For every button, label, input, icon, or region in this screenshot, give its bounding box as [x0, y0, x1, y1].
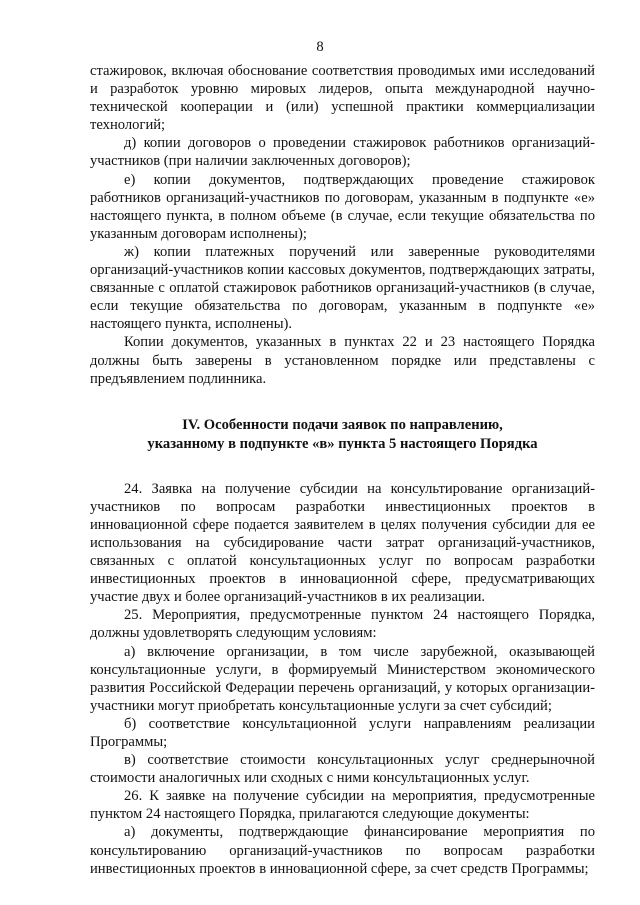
paragraph-item-zh: ж) копии платежных поручений или заверенные руководителями организаций-участников копии кассовых документов, подтверждающих затраты, связанные с оплатой стажировок работников организаций-участников (в случае, если текущие обязательства по договорам, указанным в подпункте «е» настоящего пункта, исполнены). [90, 243, 595, 333]
page-number: 8 [316, 39, 324, 55]
paragraph-item-d: д) копии договоров о проведении стажировок работников организаций-участников (при наличии заключенных договоров); [90, 135, 595, 170]
document-body [90, 62, 595, 878]
paragraph-26: 26. К заявке на получение субсидии на мероприятия, предусмотренные пунктом 24 настоящего Порядка, прилагаются следующие документы: [90, 788, 595, 823]
section-heading-line2: указанному в подпункте «в» пункта 5 настоящего Порядка [147, 435, 538, 452]
paragraph-copies-certification: Копии документов, указанных в пунктах 22 и 23 настоящего Порядка должны быть заверены в установленном порядке или представлены с предъявлением подлинника. [90, 334, 595, 387]
paragraph-25-b: б) соответствие консультационной услуги направлениям реализации Программы; [90, 715, 595, 750]
paragraph-24: 24. Заявка на получение субсидии на консультирование организаций-участников по вопросам разработки инвестиционных проектов в инновационной сфере подается заявителем в целях получения субсидии для ее использования на субсидирование части затрат организаций-участников, связанных с оплатой консультационных услуг по вопросам разработки инвестиционных проектов в инновационной сфере, предусматривающих участие двух и более организаций-участников в их реализации. [90, 480, 595, 606]
paragraph-item-e: е) копии документов, подтверждающих проведение стажировок работников организаций-участников по договорам, указанным в подпункте «е» настоящего пункта, в полном объеме (в случае, если текущие обязательства по указанным договорам исполнены); [90, 171, 595, 242]
section-heading-line1: IV. Особенности подачи заявок по направлению, [182, 416, 503, 433]
paragraph-25: 25. Мероприятия, предусмотренные пунктом 24 настоящего Порядка, должны удовлетворять следующим условиям: [90, 607, 595, 642]
section-heading [90, 416, 595, 454]
paragraph-25-v: в) соответствие стоимости консультационных услуг среднерыночной стоимости аналогичных или сходных с ними консультационных услуг. [90, 752, 595, 787]
paragraph-26-a: а) документы, подтверждающие финансирование мероприятия по консультированию организаций-участников по вопросам разработки инвестиционных проектов в инновационной сфере, за счет средств Программы; [90, 824, 595, 877]
paragraph-continuation: стажировок, включая обоснование соответствия проводимых ими исследований и разработок уровню мировых лидеров, опыта международной научно-технической кооперации и (или) успешной практики коммерциализации технологий; [90, 63, 595, 134]
paragraph-25-a: а) включение организации, в том числе зарубежной, оказывающей консультационные услуги, в формируемый Министерством экономического развития Российской Федерации перечень организаций, у которых организации-участники могут приобретать консультационные услуги за счет субсидий; [90, 643, 595, 714]
